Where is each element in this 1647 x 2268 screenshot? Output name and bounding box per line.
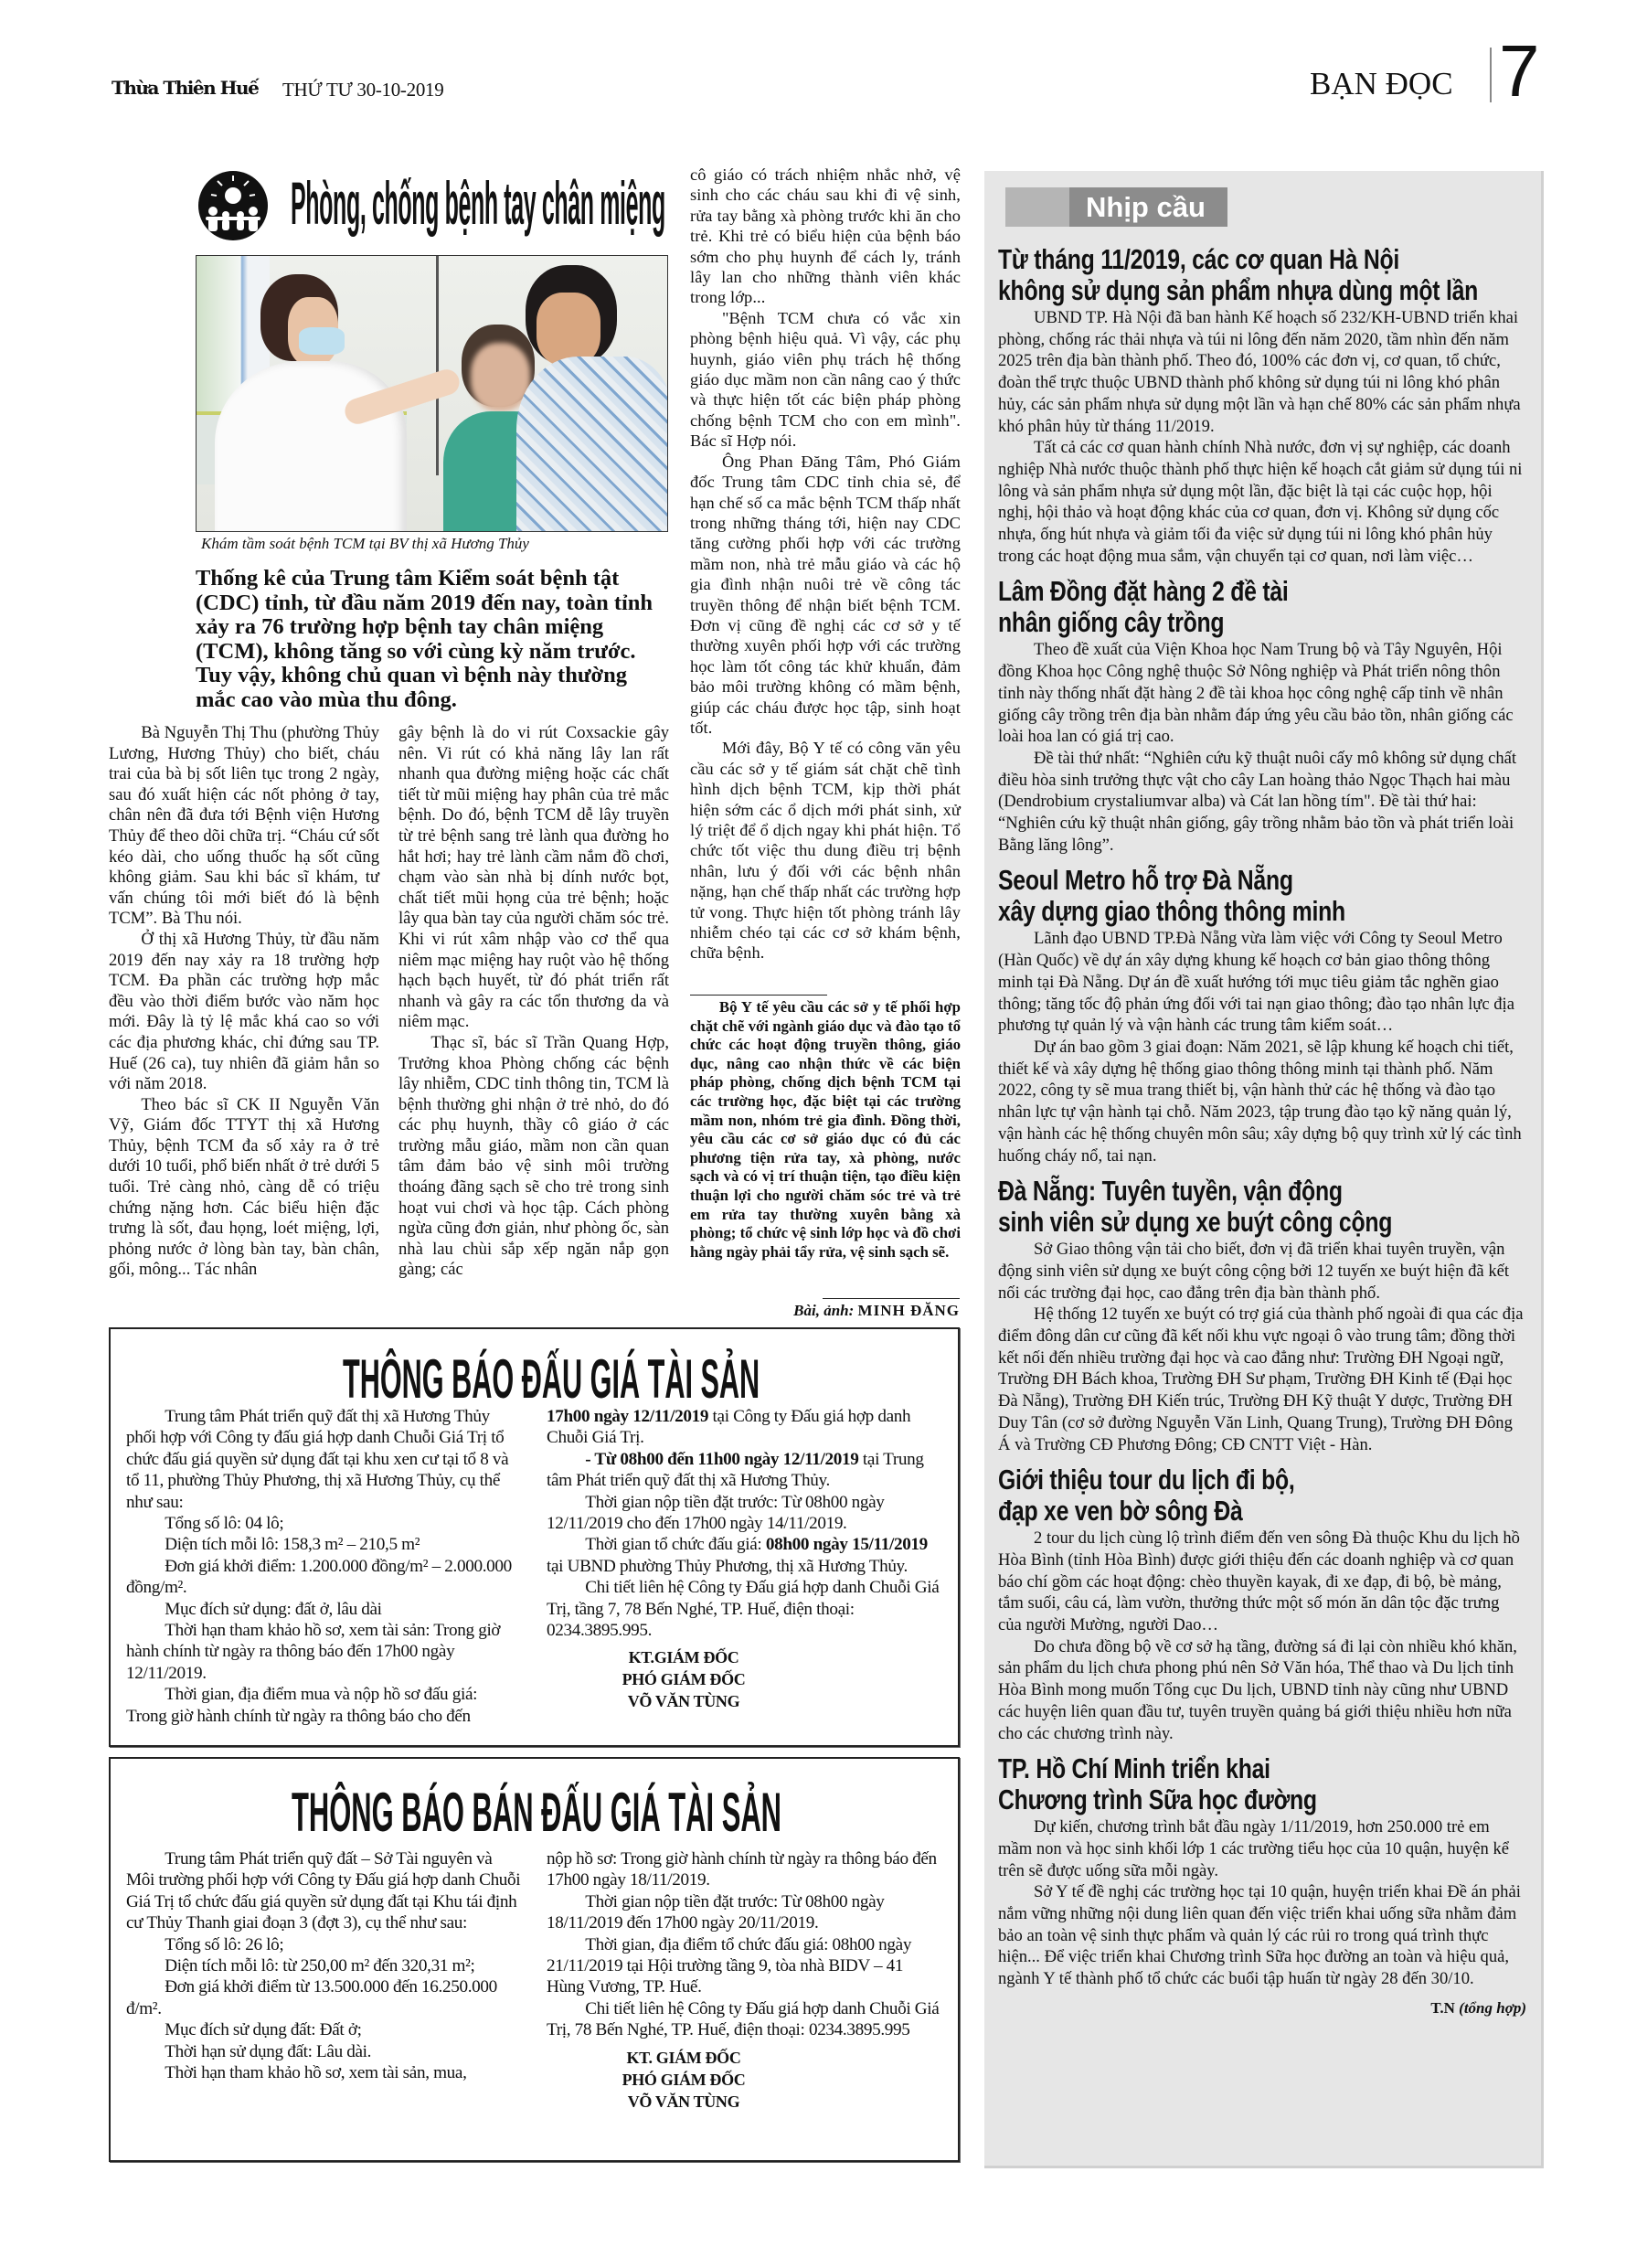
paragraph: Ở thị xã Hương Thủy, từ đầu năm 2019 đến nay xảy ra 18 trường hợp TCM. Đa phần các trường hợp mắc đều vào thời điểm bước vào năm học mới. Đây là tỷ lệ mắc khá cao so với các địa phương khác, chỉ đứng sau TP. Huế (26 ca), tuy nhiên đã giảm hẳn so với năm 2018. — [109, 929, 379, 1094]
paragraph: Thời gian nộp tiền đặt trước: Từ 08h00 ngày 12/11/2019 cho đến 17h00 ngày 14/11/2019. — [547, 1492, 885, 1534]
text: tại Trung tâm Phát triển quỹ đất thị xã Hương Thủy. — [547, 1449, 924, 1491]
issue-date: THỨ TƯ 30-10-2019 — [282, 79, 444, 101]
byline-author: MINH ĐĂNG — [857, 1302, 960, 1319]
byline — [713, 1302, 960, 1320]
paragraph: Đơn giá khởi điểm từ 13.500.000 đến 16.250.000 đ/m². — [126, 1977, 497, 2018]
paragraph: Thời gian, địa điểm tổ chức đấu giá: 08h00 ngày 21/11/2019 tại Hội trường tầng 9, tòa nhà BIDV – 41 Hùng Vương, TP. Huế. — [547, 1934, 912, 1997]
paragraph: Ông Phan Đăng Tâm, Phó Giám đốc Trung tâm CDC tỉnh chia sẻ, để hạn chế số ca mắc bệnh TCM thấp nhất trong những tháng tới, hiện nay CDC tăng cường phối hợp với các trường mầm non, nhà trẻ mẫu giáo và các hộ gia đình nhận nuôi trẻ về công tác truyền thông để nhận biết bệnh TCM. Đơn vị cũng đề nghị các cơ sở y tế thường xuyên phối hợp với các trường học làm tốt công tác khử khuẩn, đảm bảo môi trường không có mầm bệnh, giúp các cháu được học tập, sinh hoạt tốt. — [690, 452, 961, 737]
article-photo — [196, 255, 668, 532]
paragraph: Thời gian, địa điểm mua và nộp hồ sơ đấu giá: Trong giờ hành chính từ ngày ra thông báo cho đến — [126, 1685, 478, 1726]
paragraph: Mục đích sử dụng đất: Đất ở; — [165, 2020, 362, 2040]
divider — [690, 995, 827, 996]
text-line: Từ tháng 11/2019, các cơ quan Hà Nội — [998, 243, 1400, 275]
notice-title: THÔNG BÁO BÁN ĐẤU GIÁ TÀI SẢN — [292, 1782, 781, 1843]
divider — [1490, 48, 1492, 102]
divider — [823, 1298, 960, 1299]
text-line: Lâm Đồng đặt hàng 2 đề tài — [998, 575, 1289, 608]
paragraph: Trung tâm Phát triển quỹ đất – Sở Tài nguyên và Môi trường phối hợp với Công ty Đấu giá hợp danh Chuỗi Giá Trị tổ chức đấu giá quyền sử dụng đất tại Khu tái định cư Thủy Thanh giai đoạn 3 (đợt 3), cụ thể như sau: — [126, 1849, 521, 1933]
notice-left-column — [126, 1848, 521, 2083]
text-line: nhân giống cây trồng — [998, 606, 1225, 639]
story — [998, 1753, 1526, 1990]
paragraph: Dự kiến, chương trình bắt đầu ngày 1/11/2019, hơn 250.000 trẻ em mầm non và học sinh khối lớp 1 các trường tiểu học của 10 quận, huyện kể trên sẽ được uống sữa mỗi ngày. — [998, 1817, 1510, 1880]
paragraph: Dự án bao gồm 3 giai đoạn: Năm 2021, sẽ lập khung kế hoạch chi tiết, thiết kế và xây dựng hệ thống giao thông thông minh tại thành phố. Năm 2022, công ty sẽ mua trang thiết bị, vận hành thử các hệ thống và đào tạo nhân lực tự vận hành tại chỗ. Năm 2023, tập trung đào tạo kỹ năng quản lý, vận hành các hệ thống chuyên môn sâu; xây dựng bộ quy trình xử lý các tình huống cháy nổ, tai nạn. — [998, 1037, 1522, 1166]
paragraph: Mới đây, Bộ Y tế có công văn yêu cầu các sở y tế giám sát chặt chẽ tình hình dịch bệnh TCM, kịp thời phát hiện sớm các ổ dịch mới phát sinh, xử lý triệt để ổ dịch ngay khi phát hiện. Tổ chức tốt việc thu dung điều trị bệnh nhân, lưu ý đối với các bệnh nhân nặng, hạn chế thấp nhất các trường hợp tử vong. Thực hiện tốt phòng tránh lây nhiễm chéo tại các cơ sở khám bệnh, chữa bệnh. — [690, 739, 961, 963]
paragraph — [547, 1406, 941, 1449]
story-headline — [998, 1176, 1526, 1238]
notice-signature — [547, 1646, 821, 1712]
notice-signature — [547, 2047, 821, 2113]
page-number: 7 — [1499, 30, 1540, 112]
notice-title-wrap — [343, 1347, 760, 1411]
text-line: sinh viên sử dụng xe buýt công cộng — [998, 1206, 1393, 1239]
paragraph: Theo bác sĩ CK II Nguyễn Văn Vỹ, Giám đốc TTYT thị xã Hương Thủy, bệnh TCM đa số xảy ra ở trẻ dưới 10 tuổi, phổ biến nhất ở trẻ dưới 5 tuổi. Trẻ càng nhỏ, càng dễ có triệu chứng nặng hơn. Các biểu hiện đặc trưng là sốt, đau họng, loét miệng, lợi, phỏng nước ở lòng bàn tay, bàn chân, gối, mông... Tác nhân — [109, 1094, 379, 1280]
paragraph: Lãnh đạo UBND TP.Đà Nẵng vừa làm việc với Công ty Seoul Metro (Hàn Quốc) về dự án xây dựng khung kế hoạch cơ bản giao thông thông minh tại Đà Nẵng. Dự án đề xuất hướng tới mục tiêu giảm tắc nghẽn giao thông; tăng tốc độ phản ứng đối với tai nạn giao thông; đào tạo nhân lực địa phương tự quản lý và vận hành các trung tâm kiểm soát… — [998, 929, 1514, 1036]
text-line: Chương trình Sữa học đường — [998, 1784, 1317, 1816]
story-body — [998, 307, 1526, 567]
text-line: VÕ VĂN TÙNG — [627, 2092, 740, 2111]
paragraph: Thạc sĩ, bác sĩ Trần Quang Hợp, Trưởng khoa Phòng chống các bệnh lây nhiễm, CDC tỉnh thông tin, TCM là bệnh thường ghi nhận ở trẻ nhỏ, do đó các phụ huynh, thầy cô giáo ở các trường mẫu giáo, mầm non cần quan tâm đảm bảo vệ sinh môi trường thoáng đãng sạch sẽ cho trẻ trong sinh hoạt vui chơi và học tập. Cách phòng ngừa cũng đơn giản, như phòng ốc, sàn nhà lau chùi sắp xếp ngăn nắp gọn gàng; các — [398, 1032, 669, 1280]
notice-right-text — [547, 1406, 941, 1641]
text-line: không sử dụng sản phẩm nhựa dùng một lần — [998, 274, 1479, 306]
article-lead — [196, 567, 664, 712]
paragraph: Bà Nguyễn Thị Thu (phường Thủy Lương, Hương Thủy) cho biết, cháu trai của bà bị sốt liên tục trong 2 ngày, sau đó xuất hiện các nốt phỏng ở tay, chân nên đã đưa tới Bệnh viện Hương Thủy để theo dõi chữa trị. “Cháu cứ sốt kéo dài, cho uống thuốc hạ sốt cũng không giảm. Sau khi bác sĩ khám, tư vấn chúng tôi mới biết đó là bệnh TCM”. Bà Thu nói. — [109, 723, 379, 929]
photo-caption: Khám tầm soát bệnh TCM tại BV thị xã Hương Thủy — [201, 535, 529, 552]
paragraph: Do chưa đồng bộ về cơ sở hạ tầng, đường sá đi lại còn nhiều khó khăn, sản phẩm du lịch chưa phong phú nên Sở Văn hóa, Thể thao và Du lịch tỉnh Hòa Bình mong muốn Tổng cục Du lịch, UBND tỉnh này cũng như UBND các huyện liên quan đầu tư, tuyên truyền quảng bá giới thiệu nhiều hơn nữa cho các chương trình này. — [998, 1636, 1517, 1743]
paragraph: "Bệnh TCM chưa có vắc xin phòng bệnh hiệu quả. Vì vậy, các phụ huynh, giáo viên phụ trách hệ thống giáo dục mầm non cần nâng cao ý thức và thực hiện tốt các biện pháp phòng chống bệnh TCM cho con em mình". Bác sĩ Hợp nói. — [690, 308, 961, 451]
text-line: VÕ VĂN TÙNG — [627, 1692, 740, 1711]
paragraph: gây bệnh là do vi rút Coxsackie gây nên. Vi rút có khả năng lây lan rất nhanh qua đường miệng hoặc các chất tiết từ mũi miệng hay phân của trẻ mắc bệnh. Do đó, bệnh TCM dễ lây truyền từ trẻ bệnh sang trẻ lành qua đường ho hắt hơi; hay trẻ lành cầm nắm đồ chơi, chạm vào sàn nhà bị dính nước bọt, chất tiết mũi họng của trẻ bệnh; hoặc lây qua bàn tay của người chăm sóc trẻ. Khi vi rút xâm nhập vào cơ thể qua niêm mạc miệng hay ruột vào hệ thống hạch bạch huyết, từ đó phát triển rất nhanh và gây ra các tổn thương da và niêm mạc. — [398, 723, 669, 1032]
paragraph: Đề tài thứ nhất: “Nghiên cứu kỹ thuật nuôi cấy mô không sử dụng chất điều hòa sinh trưởng thực vật cho cây Lan hoàng thảo Ngọc Thạch hai màu (Dendrobium crystaliumvar alba) và Cát lan hồng tím". Đề tài thứ hai: “Nghiên cứu kỹ thuật nhân giống, gây trồng nhằm bảo tồn và phát triển loài Bằng lăng lông”. — [998, 748, 1517, 855]
bold-text: 17h00 ngày 12/11/2019 — [547, 1407, 709, 1426]
auction-sale-notice — [109, 1757, 960, 2162]
story-body — [998, 1239, 1526, 1455]
text: Thời gian tổ chức đấu giá: — [585, 1535, 766, 1555]
notice-left-column — [126, 1406, 521, 1727]
paragraph: Tổng số lô: 04 lô; — [165, 1514, 284, 1534]
credit-name: T.N — [1430, 1998, 1460, 2017]
paragraph: Chi tiết liên hệ Công ty Đấu giá hợp danh Chuỗi Giá Trị, tầng 7, 78 Bến Nghé, TP. Huế, điện thoại: 0234.3895.995. — [547, 1578, 940, 1641]
section-tag-label: Nhịp cầu — [1086, 191, 1206, 223]
paragraph: Thời gian nộp tiền đặt trước: Từ 08h00 ngày 18/11/2019 đến 17h00 ngày 20/11/2019. — [547, 1891, 885, 1933]
paragraph: Bộ Y tế yêu cầu các sở y tế phối hợp chặt chẽ với ngành giáo dục và đào tạo tổ chức các hoạt động truyền thông, giáo dục, nâng cao nhận thức về các biện pháp phòng, chống dịch bệnh TCM tại các trường học, đặc biệt tại các trường mầm non, nhóm trẻ gia đình. Đồng thời, yêu cầu các cơ sở giáo dục có đủ các phương tiện rửa tay, xà phòng, nước sạch và có vị trí thuận tiện, tạo điều kiện thuận lợi cho người chăm sóc trẻ và trẻ em rửa tay thường xuyên bằng xà phòng; tổ chức vệ sinh lớp học và đồ chơi hằng ngày phải tẩy rửa, vệ sinh sạch sẽ. — [690, 998, 961, 1261]
notice-title-wrap — [292, 1781, 781, 1845]
notice-right-column — [547, 1406, 941, 1712]
text-line: Đà Nẵng: Tuyên tuyền, vận động — [998, 1175, 1343, 1208]
health-column-logo-icon — [195, 170, 271, 241]
story — [998, 576, 1526, 856]
auction-notice — [109, 1327, 960, 1747]
section-name: BẠN ĐỌC — [1310, 66, 1453, 101]
text-line: PHÓ GIÁM ĐỐC — [622, 2070, 746, 2089]
paragraph: Hệ thống 12 tuyến xe buýt có trợ giá của thành phố ngoài đi qua các địa điểm đông dân cư cũng đã kết nối khu vực ngoại ô vào trung tâm; đồng thời kết nối đến nhiều trường đại học và cao đẳng như: Trường ĐH Ngoại ngữ, Trường ĐH Bách khoa, Trường ĐH Sư phạm, Trường ĐH Kinh tế (Đại học Đà Nẵng), Trường ĐH Kiến trúc, Trường ĐH Kỹ thuật Y dược, Trường ĐH Duy Tân (cơ sở đường Nguyễn Văn Linh, Quang Trung), Trường ĐH Đông Á và Trường CĐ Phương Đông; CĐ CNTT Việt - Hàn. — [998, 1304, 1524, 1454]
story-body — [998, 1528, 1526, 1744]
text: tại UBND phường Thủy Phương, thị xã Hương Thủy. — [547, 1556, 909, 1576]
story-headline — [998, 1464, 1526, 1527]
paragraph: Thời hạn sử dụng đất: Lâu dài. — [165, 2041, 372, 2061]
paragraph: Diện tích mỗi lô: 158,3 m² – 210,5 m² — [165, 1535, 420, 1555]
story-list — [998, 244, 1526, 2018]
story-headline — [998, 576, 1526, 638]
text-line: đạp xe ven bờ sông Đà — [998, 1495, 1243, 1528]
story-body — [998, 639, 1526, 856]
news-digest-sidebar — [984, 171, 1544, 2168]
text: tại Công ty Đấu giá hợp danh Chuỗi Giá Trị. — [547, 1407, 911, 1448]
paragraph: UBND TP. Hà Nội đã ban hành Kế hoạch số 232/KH-UBND triển khai phòng, chống rác thải nhựa và túi ni lông đến năm 2020, tầm nhìn đến năm 2025 trên địa bàn thành phố. Theo đó, 100% các đơn vị, cơ quan, tổ chức, đoàn thể trực thuộc UBND thành phố không sử dụng túi ni lông khó phân hủy, các sản phẩm nhựa sử dụng một lần và hạn chế 80% các sản phẩm nhựa khó phân hủy từ tháng 11/2019. — [998, 308, 1521, 436]
notice-right-text — [547, 1848, 941, 2041]
article-column-3 — [690, 165, 961, 964]
credit-note: (tổng hợp) — [1459, 1998, 1526, 2017]
bold-text: 08h00 ngày 15/11/2019 — [765, 1535, 928, 1555]
article-headline: Phòng, chống bệnh tay chân miệng — [291, 169, 665, 237]
text-line: TP. Hồ Chí Minh triển khai — [998, 1752, 1270, 1785]
notice-title: THÔNG BÁO ĐẤU GIÁ TÀI SẢN — [343, 1348, 760, 1410]
article-column-2 — [398, 723, 669, 1281]
story-body — [998, 928, 1526, 1166]
highlight-box — [690, 998, 961, 1262]
newspaper-name: Thừa Thiên Huế — [112, 77, 259, 99]
paragraph: Đơn giá khởi điểm: 1.200.000 đồng/m² – 2.000.000 đồng/m². — [126, 1556, 512, 1598]
text-line: Giới thiệu tour du lịch đi bộ, — [998, 1464, 1295, 1496]
notice-right-column — [547, 1848, 941, 2113]
story-body — [998, 1816, 1526, 1990]
bold-text: - Từ 08h00 đến 11h00 ngày 12/11/2019 — [585, 1449, 859, 1469]
paragraph: Tổng số lô: 26 lô; — [165, 1934, 284, 1954]
compiler-credit — [998, 1999, 1526, 2018]
paragraph: Chi tiết liên hệ Công ty Đấu giá hợp danh Chuỗi Giá Trị, 78 Bến Nghé, TP. Huế, điện thoại: 0234.3895.995 — [547, 1998, 940, 2040]
section-tag — [1005, 187, 1227, 227]
byline-label: Bài, ảnh: — [793, 1302, 858, 1319]
text-line: KT.GIÁM ĐỐC — [628, 1648, 739, 1667]
text-line: KT. GIÁM ĐỐC — [626, 2048, 741, 2067]
story — [998, 865, 1526, 1166]
paragraph — [547, 1534, 941, 1577]
story — [998, 244, 1526, 567]
paragraph: Trung tâm Phát triển quỹ đất thị xã Hương Thủy phối hợp với Công ty đấu giá hợp danh Chuỗi Giá Trị tổ chức đấu giá quyền sử dụng đất tại khu xen cư tại tổ 8 và tổ 11, phường Thủy Phương, thị xã Hương Thủy, cụ thể như sau: — [126, 1407, 509, 1512]
paragraph: nộp hồ sơ: Trong giờ hành chính từ ngày ra thông báo đến 17h00 ngày 18/11/2019. — [547, 1849, 937, 1890]
story-headline — [998, 244, 1526, 306]
text-line: Seoul Metro hỗ trợ Đà Nẵng — [998, 864, 1293, 897]
paragraph: Thống kê của Trung tâm Kiểm soát bệnh tật (CDC) tỉnh, từ đầu năm 2019 đến nay, toàn tỉnh xảy ra 76 trường hợp bệnh tay chân miệng (TCM), không tăng so với cùng kỳ năm trước. Tuy vậy, không chủ quan vì bệnh này thường mắc cao vào mùa thu đông. — [196, 566, 653, 712]
paragraph: Sở Giao thông vận tải cho biết, đơn vị đã triển khai tuyên truyền, vận động sinh viên sử dụng xe buýt công cộng bởi 12 tuyến xe buýt hiện đã kết nối các trường đại học, cao đẳng trên địa bàn thành phố. — [998, 1240, 1510, 1303]
story — [998, 1176, 1526, 1455]
text-line: PHÓ GIÁM ĐỐC — [622, 1670, 746, 1689]
paragraph: 2 tour du lịch cùng lộ trình điểm đến ven sông Đà thuộc Khu du lịch hồ Hòa Bình (tỉnh Hòa Bình) được giới thiệu đến các doanh nghiệp và cơ quan báo chí gồm các hoạt động: chèo thuyền kayak, đi xe đạp, đi bộ, bè mảng, tắm suối, câu cá, làm vườn, thưởng thức một số món ăn dân tộc đặc trưng của người Mường, người Dao… — [998, 1528, 1520, 1635]
article-headline-wrap — [291, 166, 665, 243]
paragraph — [547, 1449, 941, 1492]
paragraph: Mục đích sử dụng: đất ở, lâu dài — [165, 1599, 382, 1619]
paragraph: Thời hạn tham khảo hồ sơ, xem tài sản: Trong giờ hành chính từ ngày ra thông báo đến 17h00 ngày 12/11/2019. — [126, 1621, 501, 1683]
story-headline — [998, 1753, 1526, 1815]
paragraph: Tất cả các cơ quan hành chính Nhà nước, đơn vị sự nghiệp, các doanh nghiệp Nhà nước thuộc thành phố thực hiện kế hoạch cắt giảm sử dụng túi ni lông và sản phẩm nhựa sử dụng một lần, đặc biệt là tại các cuộc họp, hội nghị, hội thảo và hoạt động khác của cơ quan, đơn vị. Không sử dụng cốc nhựa, ống hút nhựa và giảm tối đa việc sử dụng túi ni lông khó phân hủy trong các hoạt động mua sắm, vận chuyển tại cơ quan, nơi làm việc… — [998, 438, 1523, 566]
story-headline — [998, 865, 1526, 927]
paragraph: Thời hạn tham khảo hồ sơ, xem tài sản, mua, — [165, 2063, 467, 2083]
story — [998, 1464, 1526, 1744]
paragraph: Sở Y tế đề nghị các trường học tại 10 quận, huyện triển khai Đề án phải nắm vững những nội dung liên quan đến việc triển khai uống sữa nhằm đảm bảo an toàn vệ sinh thực phẩm và quản lý các rủi ro trong quá trình thực hiện... Để việc triển khai Chương trình Sữa học đường an toàn và hiệu quả, ngành Y tế thành phố tổ chức các buổi tập huấn từ ngày 28 đến 30/10. — [998, 1882, 1521, 1989]
text-line: xây dựng giao thông thông minh — [998, 895, 1345, 928]
article-column-1 — [109, 723, 379, 1281]
paragraph: cô giáo có trách nhiệm nhắc nhở, vệ sinh cho các cháu sau khi đi vệ sinh, rửa tay bằng xà phòng trước khi ăn cho trẻ. Khi trẻ có biểu hiện của bệnh báo sớm cho phụ huynh để cách ly, tránh lây lan cho những thành viên khác trong lớp... — [690, 165, 961, 307]
paragraph: Diện tích mỗi lô: từ 250,00 m² đến 320,31 m²; — [165, 1956, 475, 1976]
paragraph: Theo đề xuất của Viện Khoa học Nam Trung bộ và Tây Nguyên, Hội đồng Khoa học Công nghệ thuộc Sở Nông nghiệp và Phát triển nông thôn tỉnh này thống nhất đặt hàng 2 đề tài khoa học công nghệ cấp tỉnh về nhân giống cây trồng trên địa bàn nhằm đáp ứng yêu cầu bảo tồn, nhân giống các loài hoa lan có giá trị cao. — [998, 640, 1514, 747]
